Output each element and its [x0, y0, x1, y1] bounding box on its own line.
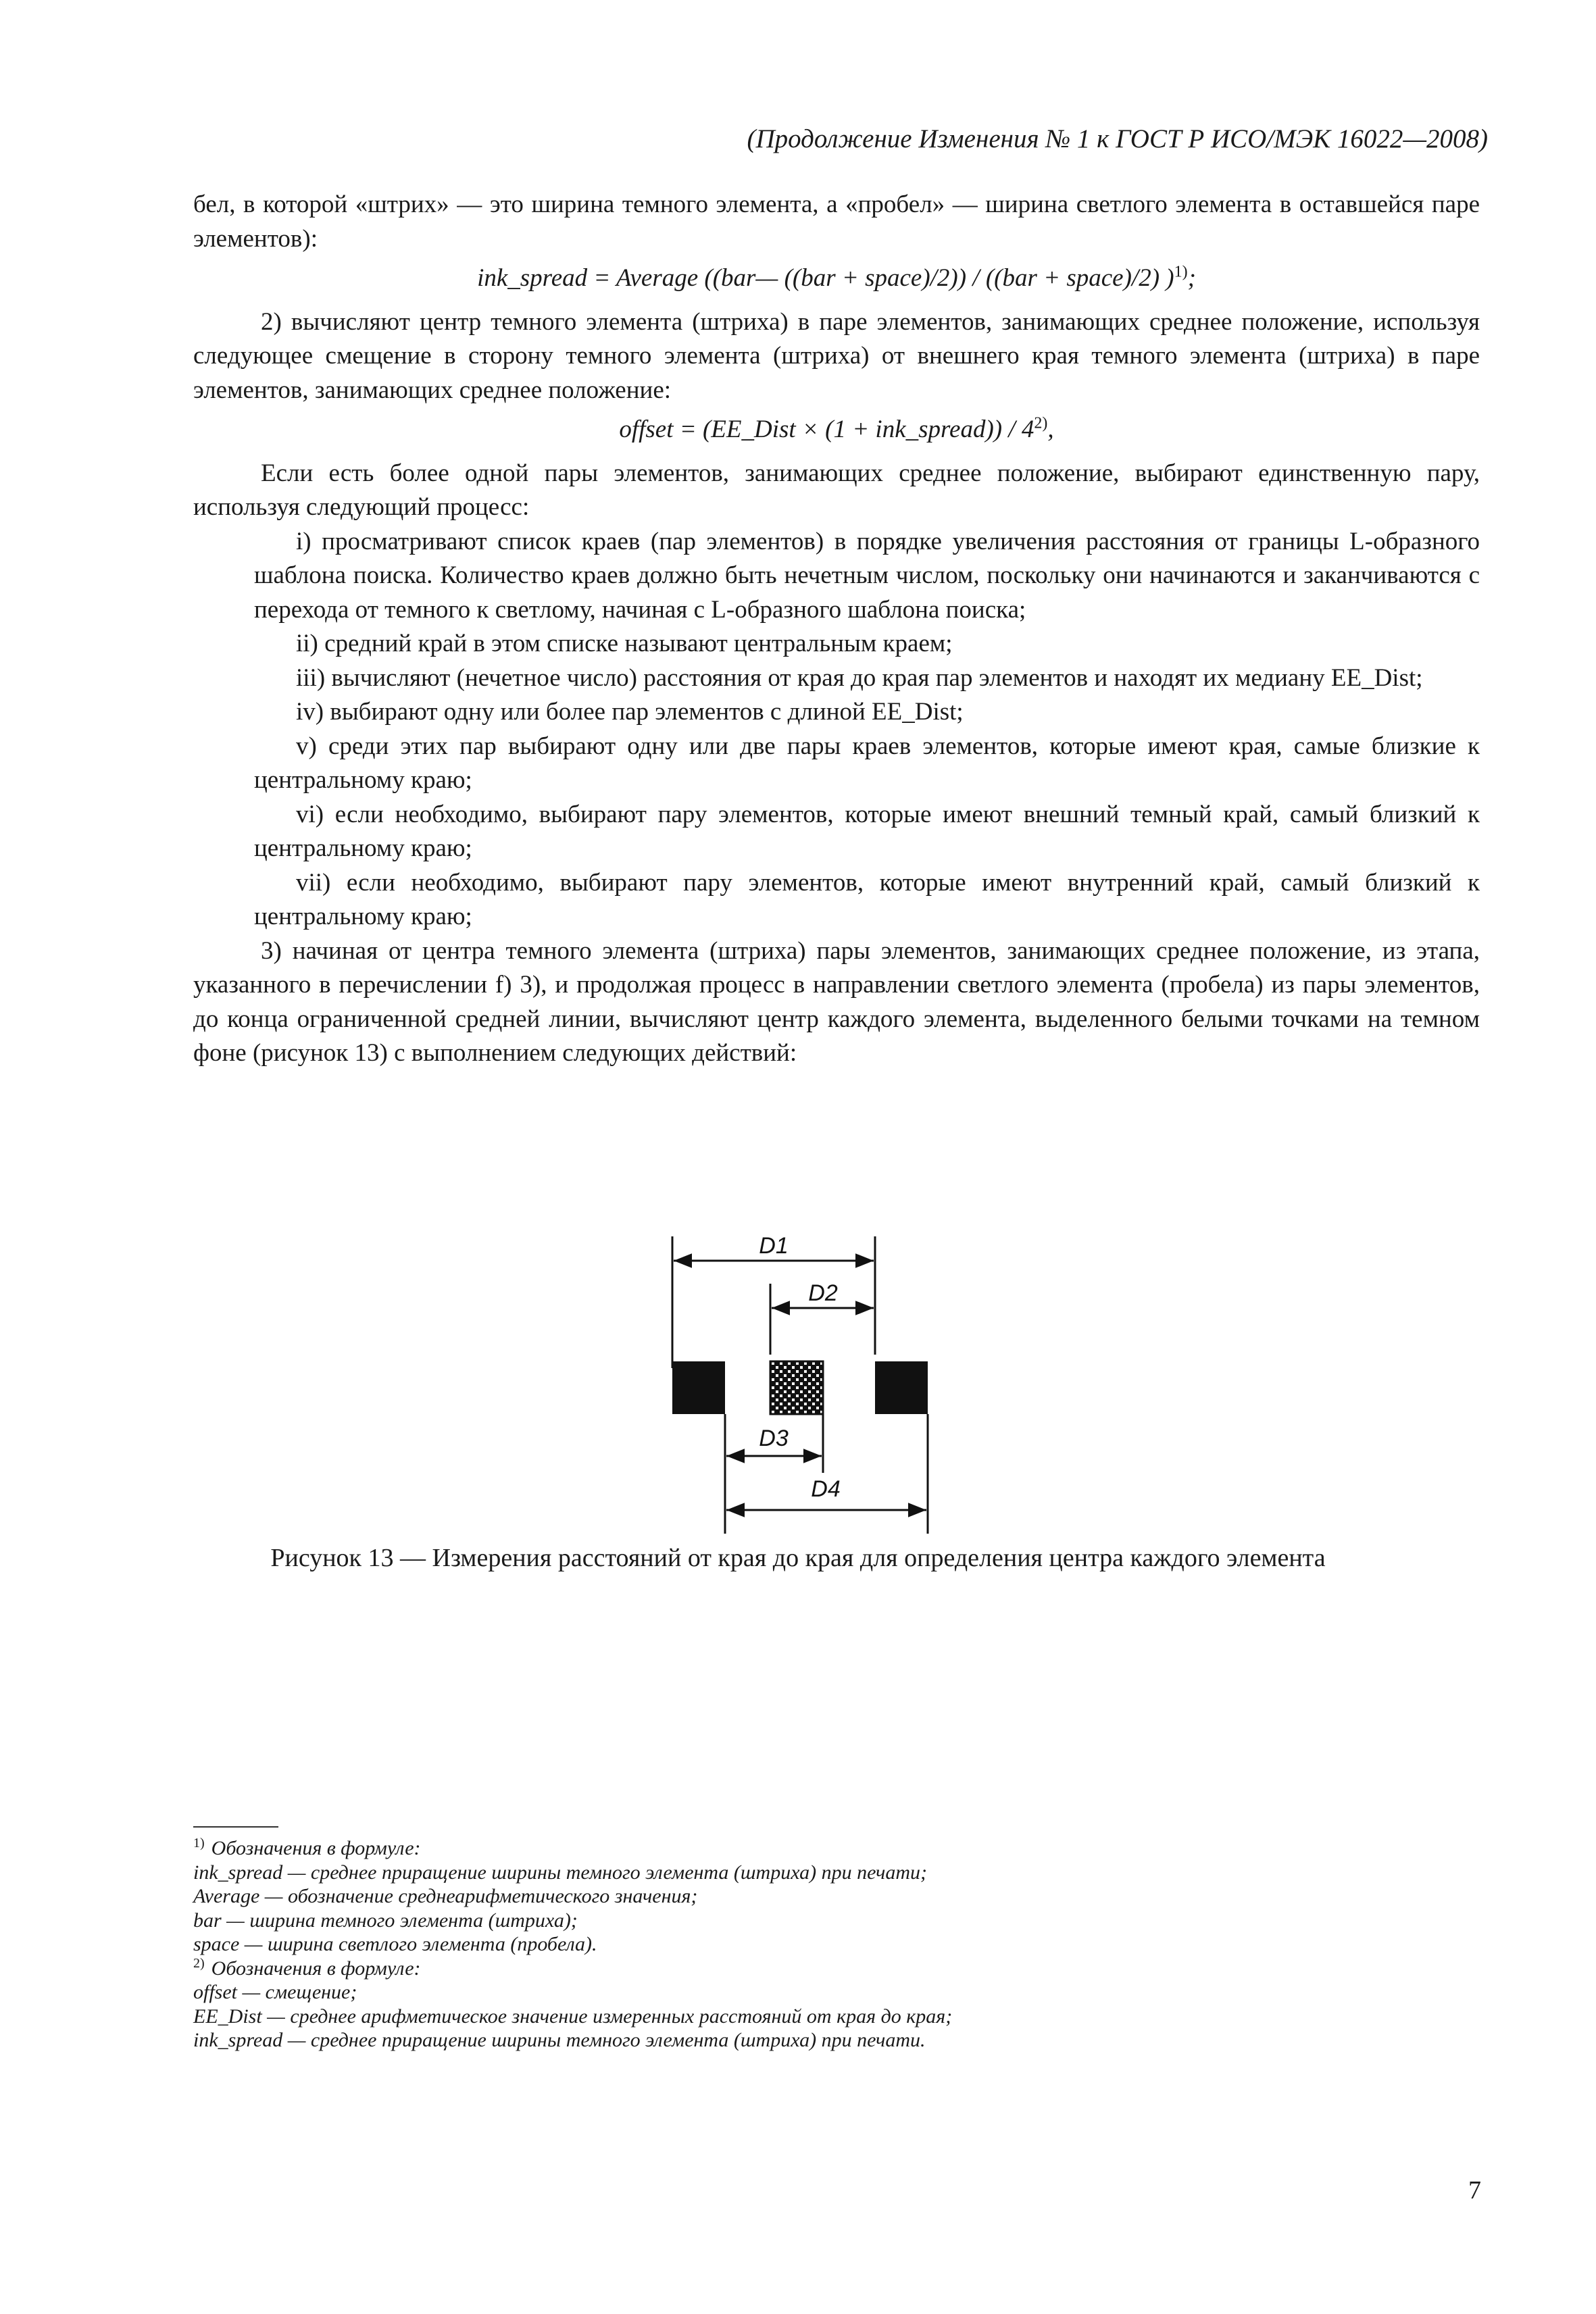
formula-ink-spread — [193, 261, 1480, 296]
paragraph-pair-selection: Если есть более одной пары элементов, занимающих среднее положение, выбирают единственную пару, используя следующий процесс: — [193, 459, 1480, 521]
formula-ink-spread-text: ink_spread = Average ((bar— ((bar + space)/2)) / ((bar + space)/2) ) — [477, 264, 1174, 292]
footnote-1-heading — [193, 1836, 1410, 1861]
right-dark-module — [875, 1361, 928, 1414]
footnote-line: bar — ширина темного элемента (штриха); — [193, 1909, 578, 1932]
list-item-ii: ii) средний край в этом списке называют центральным краем; — [296, 630, 953, 657]
formula-offset-text: offset = (EE_Dist × (1 + ink_spread)) / 4 — [619, 416, 1034, 443]
footnote-line: ink_spread — среднее приращение ширины темного элемента (штриха) при печати; — [193, 1861, 928, 1884]
d1-label: D1 — [759, 1233, 789, 1259]
formula-offset-end: , — [1047, 416, 1054, 443]
d4-label: D4 — [811, 1476, 841, 1502]
formula-offset — [193, 413, 1480, 447]
footnote-line: space — ширина светлого элемента (пробела). — [193, 1933, 597, 1955]
footnote-line: offset — смещение; — [193, 1981, 357, 2003]
footnote-line: EE_Dist — среднее арифметическое значение измеренных расстояний от края до края; — [193, 2005, 953, 2028]
paragraph-step-3: 3) начиная от центра темного элемента (штриха) пары элементов, занимающих среднее положение, из этапа, указанного в перечислении f) 3), и продолжая процесс в направлении светлого элемента (пробела) из пары элементов, до конца ограниченной средней линии, вычисляют центр каждого элемента, выделенного белыми точками на темном фоне (рисунок 13) с выполнением следующих действий: — [193, 936, 1480, 1067]
footnote-ref-1: 1) — [1174, 263, 1188, 281]
list-item-i: i) просматривают список краев (пар элементов) в порядке увеличения расстояния от границы L-образного шаблона поиска. Количество краев должно быть нечетным числом, поскольку они начинаются и заканчиваются с перехода от темного к светлому, начиная с L-образного шаблона поиска; — [254, 527, 1480, 624]
body-text — [193, 188, 1480, 1071]
figure-13 — [649, 1223, 959, 1540]
list-item-v: v) среди этих пар выбирают одну или две пары краев элементов, которые имеют края, самые близкие к центральному краю; — [254, 732, 1480, 794]
footnote-line: Average — обозначение среднеарифметического значения; — [193, 1885, 698, 1907]
list-item-vi: vi) если необходимо, выбирают пару элементов, которые имеют внешний темный край, самый близкий к центральному краю; — [254, 800, 1480, 862]
footnote-1-title: Обозначения в формуле: — [211, 1837, 421, 1859]
list-item-vii: vii) если необходимо, выбирают пару элементов, которые имеют внутренний край, самый близкий к центральному краю; — [254, 868, 1480, 930]
left-dark-module — [672, 1361, 725, 1414]
footnote-ref-2: 2) — [1034, 414, 1048, 432]
center-dotted-module — [770, 1361, 823, 1414]
running-header: (Продолжение Изменения № 1 к ГОСТ Р ИСО/МЭК 16022—2008) — [747, 124, 1488, 153]
footnotes — [193, 1836, 1410, 2053]
page-number: 7 — [1468, 2176, 1481, 2205]
list-item-iv: iv) выбирают одну или более пар элементов с длиной EE_Dist; — [296, 698, 964, 726]
figure-caption: Рисунок 13 — Измерения расстояний от края до края для определения центра каждого элемента — [270, 1544, 1326, 1572]
formula-ink-spread-end: ; — [1187, 264, 1196, 292]
footnote-2-mark: 2) — [193, 1955, 205, 1971]
paragraph-step-2: 2) вычисляют центр темного элемента (штриха) в паре элементов, занимающих среднее положение, используя следующее смещение в сторону темного элемента (штриха) от внешнего края темного элемента (штриха) в паре элементов, занимающих среднее положение: — [193, 307, 1480, 404]
footnote-2-title: Обозначения в формуле: — [211, 1957, 421, 1980]
footnote-1-mark: 1) — [193, 1836, 205, 1851]
footnote-rule — [193, 1826, 278, 1828]
d2-label: D2 — [808, 1280, 838, 1306]
footnote-2-heading — [193, 1957, 1410, 1981]
figure-13-diagram — [649, 1223, 959, 1540]
list-item-iii: iii) вычисляют (нечетное число) расстояния от края до края пар элементов и находят их медиану EE_Dist; — [296, 663, 1423, 692]
d3-label: D3 — [759, 1426, 789, 1451]
footnote-line: ink_spread — среднее приращение ширины темного элемента (штриха) при печати. — [193, 2029, 926, 2051]
paragraph-continuation: бел, в которой «штрих» — это ширина темного элемента, а «пробел» — ширина светлого элемента в оставшейся паре элементов): — [193, 191, 1480, 253]
